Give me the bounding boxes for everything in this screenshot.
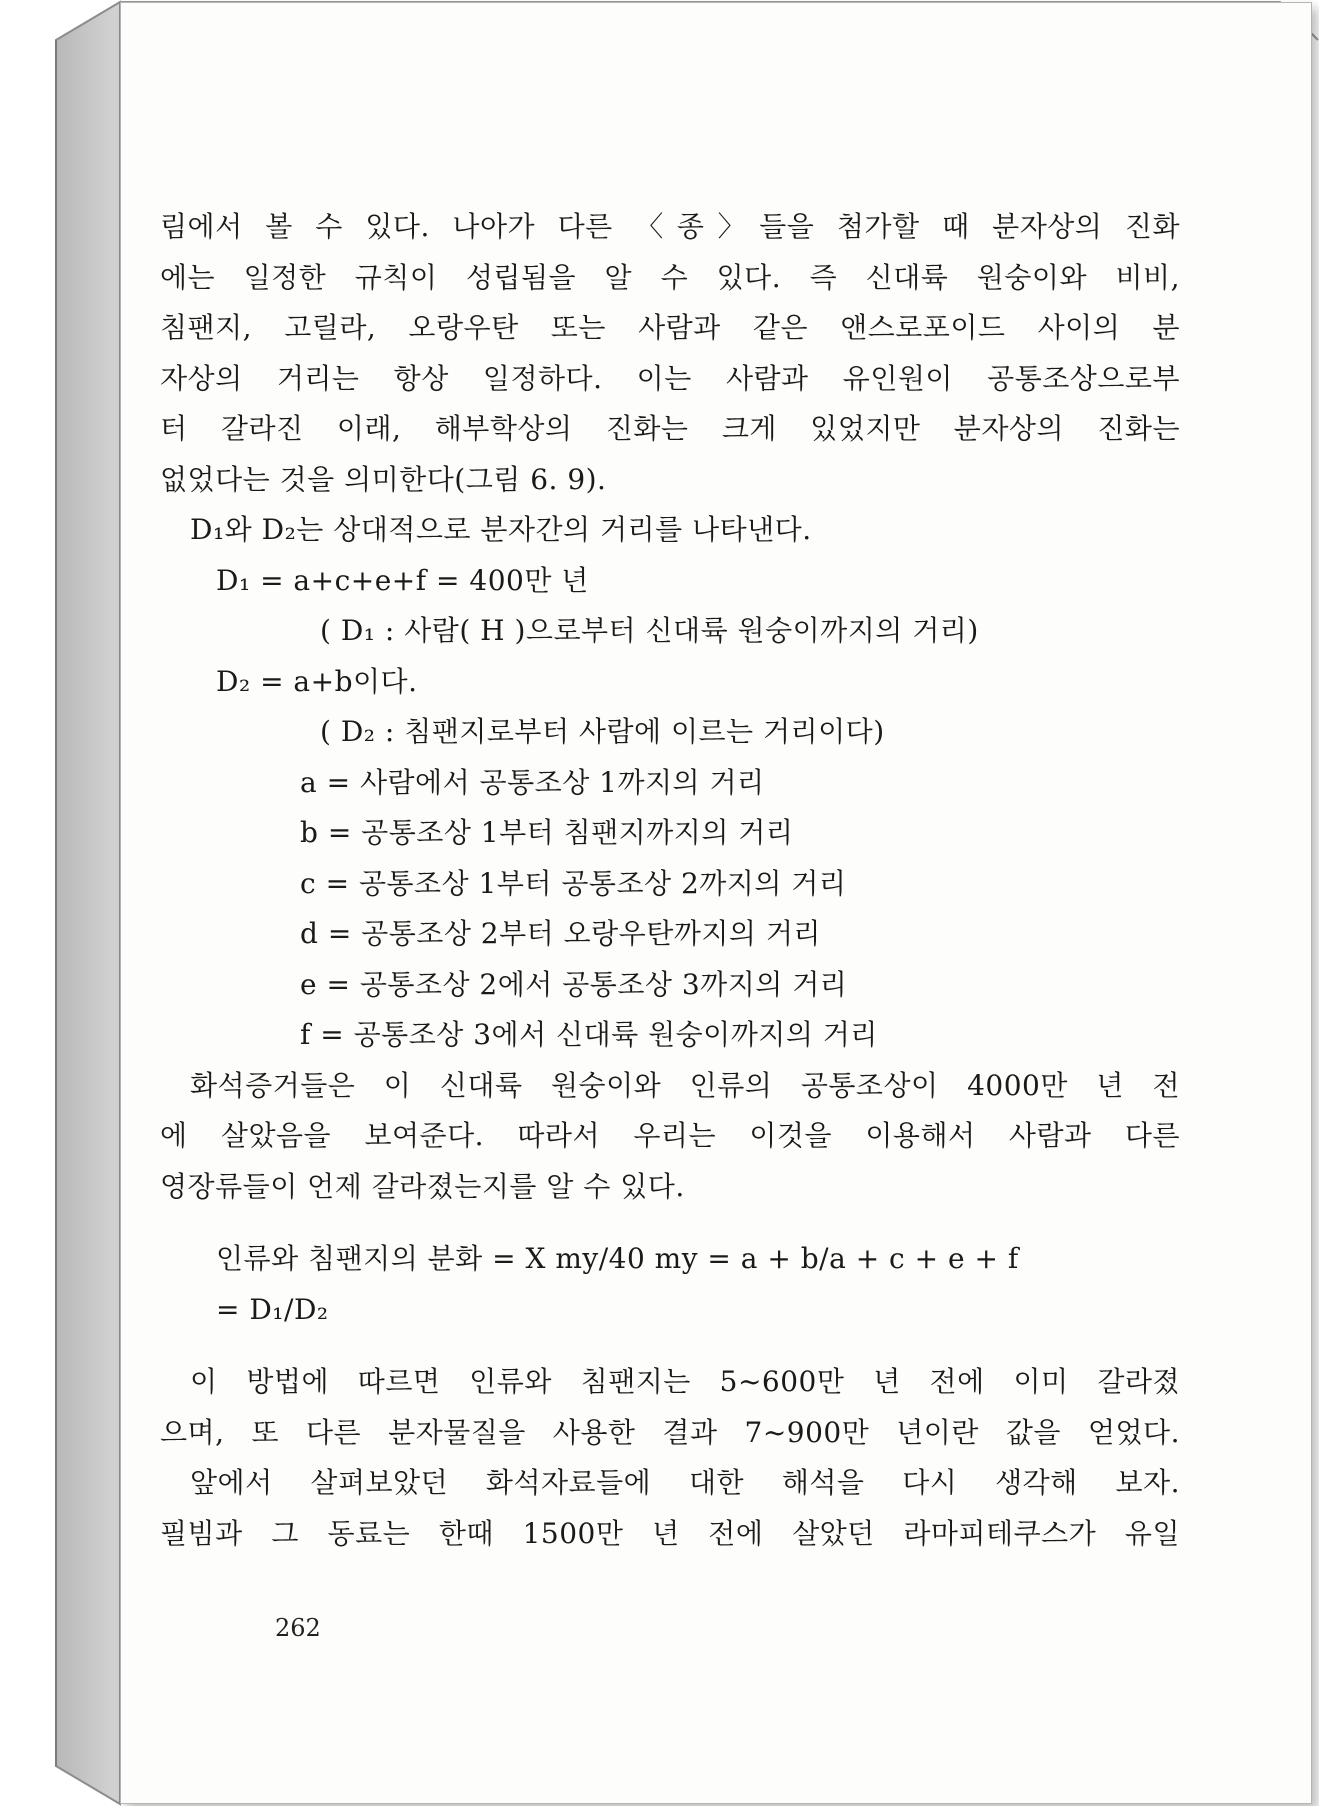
text-line: 터 갈라진 이래, 해부학상의 진화는 크게 있었지만 분자상의 진화는 [160,412,1180,445]
divergence-formula [160,1234,1180,1335]
text-line: 으며, 또 다른 분자물질을 사용한 결과 7~900만 년이란 값을 얻었다. [160,1415,1180,1449]
d2-note: ( D₂ : 침팬지로부터 사람에 이르는 거리이다) [320,715,885,748]
definition-d: d = 공통조상 2부터 오랑우탄까지의 거리 [300,917,821,950]
definition-c: c = 공통조상 1부터 공통조상 2까지의 거리 [300,866,847,900]
paragraph-4 [160,1458,1180,1559]
definition-f: f = 공통조상 3에서 신대륙 원숭이까지의 거리 [300,1018,878,1051]
definition-b: b = 공통조상 1부터 침팬지까지의 거리 [300,816,794,849]
d2-formula: D₂ = a+b이다. [216,664,418,698]
text-line: 림에서 볼 수 있다. 나아가 다른 〈종〉들을 첨가할 때 분자상의 진화 [160,210,1180,243]
text-line: 영장류들이 언제 갈라졌는지를 알 수 있다. [160,1169,685,1203]
page-body [160,202,1180,1559]
formula-line: 인류와 침팬지의 분화 = X my/40 my = a + b/a + c + e + f [216,1242,1019,1275]
d1-note: ( D₁ : 사람( H )으로부터 신대륙 원숭이까지의 거리) [320,614,979,647]
d1-formula: D₁ = a+c+e+f = 400만 년 [216,563,589,597]
text-line: 에 살았음을 보여준다. 따라서 우리는 이것을 이용해서 사람과 다른 [160,1119,1180,1152]
text-line: 없었다는 것을 의미한다(그림 6. 9). [160,462,607,496]
text-line: 앞에서 살펴보았던 화석자료들에 대한 해석을 다시 생각해 보자. [190,1466,1180,1499]
definition-a: a = 사람에서 공통조상 1까지의 거리 [300,765,765,799]
text-line: 자상의 거리는 항상 일정하다. 이는 사람과 유인원이 공통조상으로부 [160,361,1180,395]
paragraph-3 [160,1357,1180,1458]
text-line: 이 방법에 따르면 인류와 침팬지는 5~600만 년 전에 이미 갈라졌 [190,1365,1180,1398]
paragraph-1 [160,202,1180,505]
definition-list [160,758,1180,1061]
page-number: 262 [275,1614,321,1642]
distance-intro: D₁와 D₂는 상대적으로 분자간의 거리를 나타낸다. [190,513,812,546]
formula-line: = D₁/D₂ [216,1292,329,1326]
text-line: 침팬지, 고릴라, 오랑우탄 또는 사람과 같은 앤스로포이드 사이의 분 [160,311,1180,344]
paragraph-2 [160,1061,1180,1213]
definition-e: e = 공통조상 2에서 공통조상 3까지의 거리 [300,967,848,1001]
text-line: 에는 일정한 규칙이 성립됨을 알 수 있다. 즉 신대륙 원숭이와 비비, [160,260,1180,294]
text-line: 필빔과 그 동료는 한때 1500만 년 전에 살았던 라마피테쿠스가 유일 [160,1516,1180,1550]
text-line: 화석증거들은 이 신대륙 원숭이와 인류의 공통조상이 4000만 년 전 [190,1068,1180,1102]
